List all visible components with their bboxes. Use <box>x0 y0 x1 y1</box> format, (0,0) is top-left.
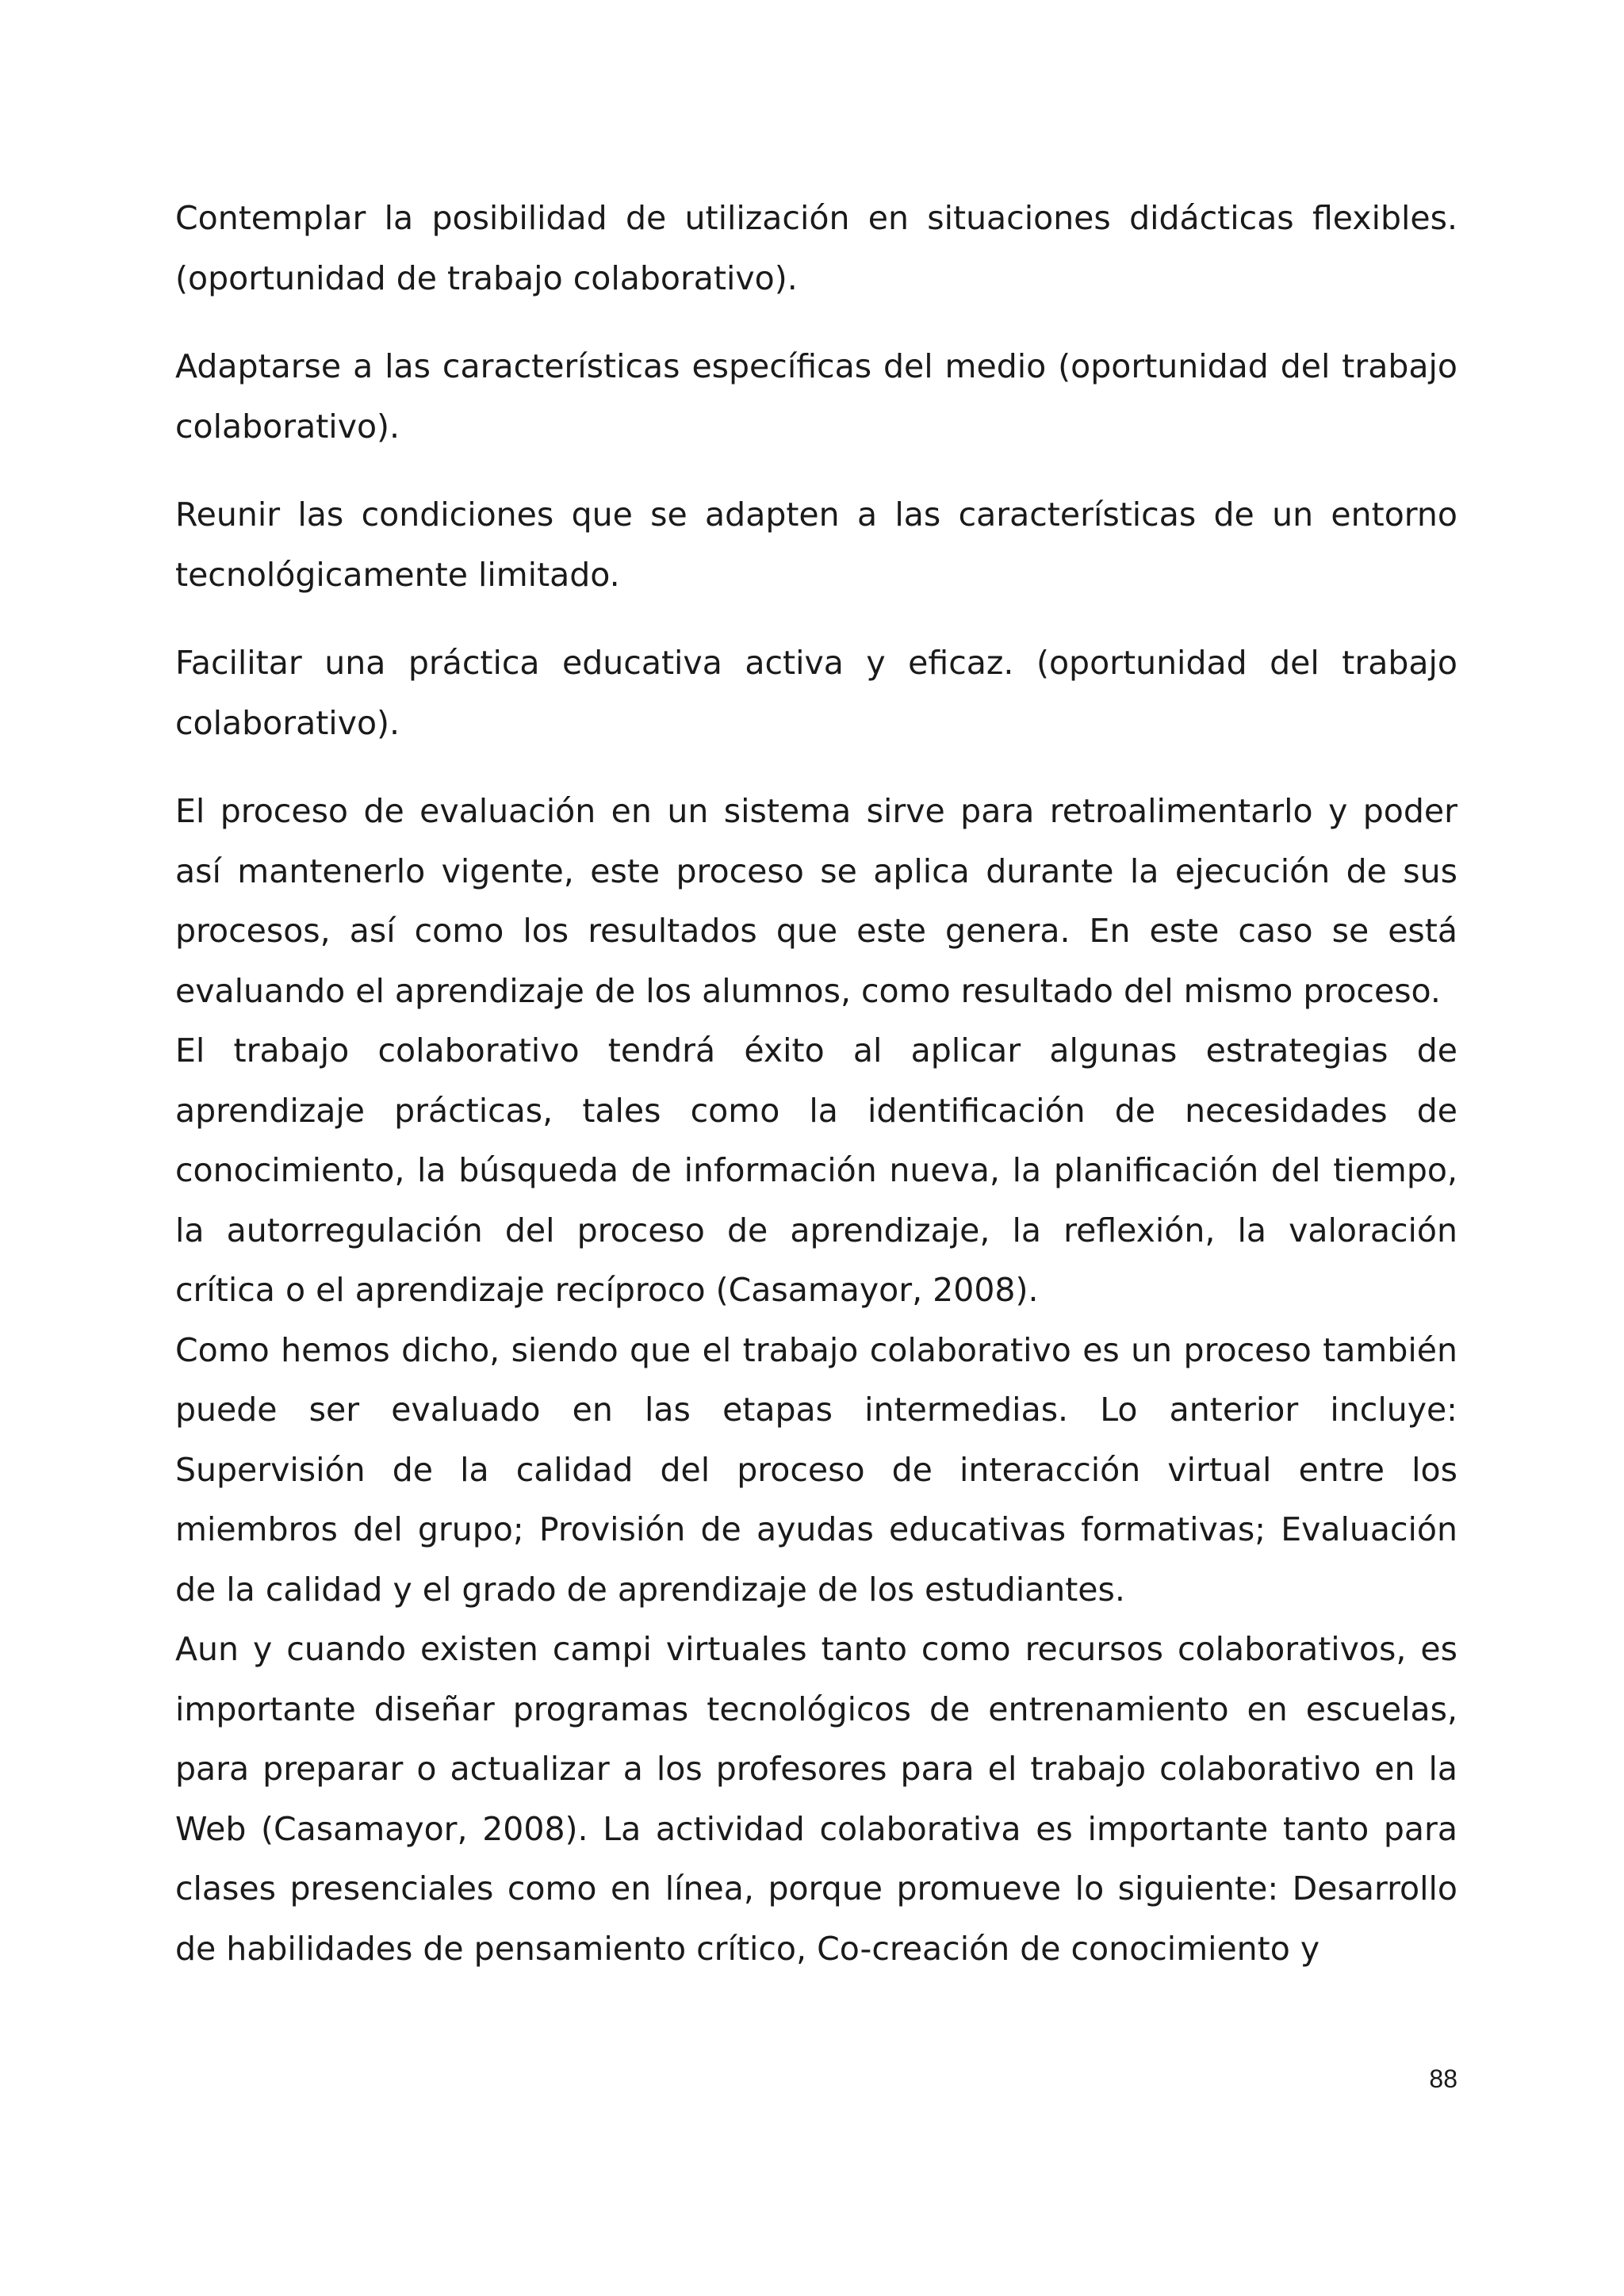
paragraph-flexible-use: Contemplar la posibilidad de utilización en situaciones didácticas flexibles. (oportunidad de trabajo colaborativo). <box>175 199 1457 297</box>
paragraph-limited-technology: Reunir las condiciones que se adapten a las características de un entorno tecnológicamente limitado. <box>175 496 1457 594</box>
page-number: 88 <box>1429 2064 1457 2093</box>
page-body <box>175 189 1457 1979</box>
paragraph-active-practice: Facilitar una práctica educativa activa y eficaz. (oportunidad del trabajo colaborativo). <box>175 644 1457 742</box>
paragraph-virtual-campus: Aun y cuando existen campi virtuales tanto como recursos colaborativos, es importante diseñar programas tecnológicos de entrenamiento en escuelas, para preparar o actualizar a los profesores para el trabajo colaborativo en la Web (Casamayor, 2008). La actividad colaborativa es importante tanto para clases presenciales como en línea, porque promueve lo siguiente: Desarrollo de habilidades de pensamiento crítico, Co-creación de conocimiento y <box>175 1630 1457 1968</box>
paragraph-adapt-environment: Adaptarse a las características específicas del medio (oportunidad del trabajo colaborativo). <box>175 347 1457 446</box>
paragraph-evaluation-process: El proceso de evaluación en un sistema sirve para retroalimentarlo y poder así mantenerlo vigente, este proceso se aplica durante la ejecución de sus procesos, así como los resultados que este genera. En este caso se está evaluando el aprendizaje de los alumnos, como resultado del mismo proceso. <box>175 792 1457 1010</box>
paragraph-learning-strategies: El trabajo colaborativo tendrá éxito al aplicar algunas estrategias de aprendizaje prácticas, tales como la identificación de necesidades de conocimiento, la búsqueda de información nueva, la planificación del tiempo, la autorregulación del proceso de aprendizaje, la reflexión, la valoración crítica o el aprendizaje recíproco (Casamayor, 2008). <box>175 1031 1457 1309</box>
paragraph-intermediate-evaluation: Como hemos dicho, siendo que el trabajo colaborativo es un proceso también puede ser evaluado en las etapas intermedias. Lo anterior incluye: Supervisión de la calidad del proceso de interacción virtual entre los miembros del grupo; Provisión de ayudas educativas formativas; Evaluación de la calidad y el grado de aprendizaje de los estudiantes. <box>175 1330 1457 1609</box>
